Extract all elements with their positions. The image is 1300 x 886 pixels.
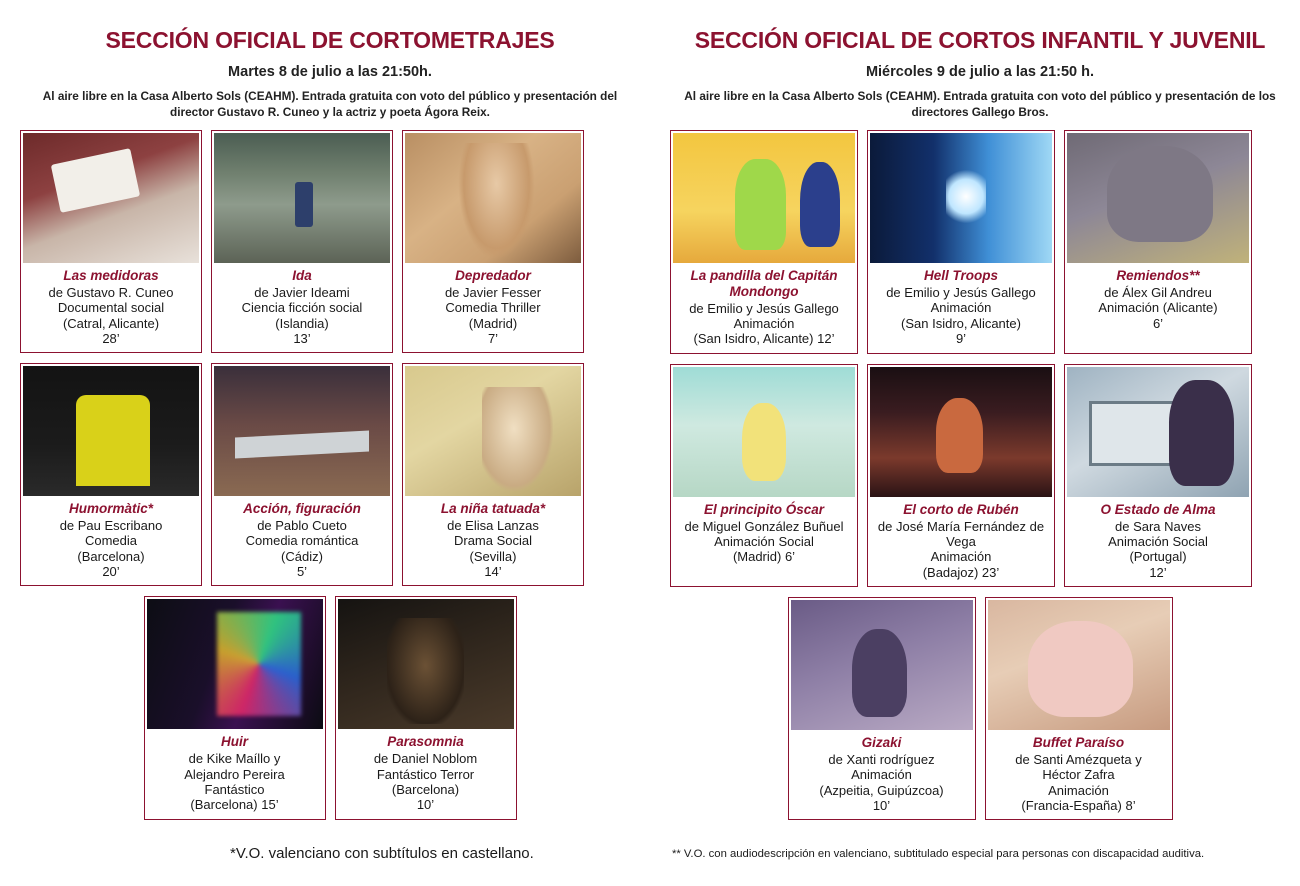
film-duration: (Badajoz) 23’ [922,564,1000,580]
film-duration: 12’ [1149,564,1167,580]
film-title: La pandilla del Capitán Mondongo [690,267,838,299]
film-title: Parasomnia [387,734,464,750]
film-line: de Sara Naves [1115,518,1201,534]
film-thumbnail [1067,133,1249,263]
film-caption [214,496,390,581]
film-line: Drama Social [453,533,533,549]
film-duration: 9’ [955,330,967,346]
film-thumbnail [405,366,581,496]
film-card[interactable] [867,364,1055,587]
film-duration: 20’ [102,564,120,580]
film-line: (Sevilla) [469,548,517,564]
film-line: Animación [930,549,992,565]
film-title: El corto de Rubén [903,501,1019,517]
film-thumbnail [338,599,514,729]
film-duration: (San Isidro, Alicante) 12’ [693,331,835,347]
film-thumbnail [673,133,855,263]
film-caption [405,496,581,581]
film-line: de Javier Fesser [444,284,542,300]
film-thumbnail [673,367,855,497]
film-thumbnail [988,600,1170,730]
film-card[interactable] [20,363,202,586]
film-row [670,597,1290,820]
film-line: de Daniel Noblom [373,751,478,767]
film-line: (Portugal) [1129,549,1187,565]
film-card[interactable] [1064,130,1252,354]
film-line: Animación [930,300,992,316]
film-title: Buffet Paraíso [1032,735,1125,751]
film-title: Remiendos** [1116,267,1200,283]
film-thumbnail [214,366,390,496]
film-duration: 13’ [293,330,311,346]
film-line: (Barcelona) [77,548,145,564]
film-title: La niña tatuada* [440,501,546,517]
film-caption [988,730,1170,815]
film-card[interactable] [1064,364,1252,587]
film-card[interactable] [402,130,584,353]
film-line: (San Isidro, Alicante) [901,315,1021,331]
film-line: Animación [733,316,795,332]
film-line: Alejandro Pereira [184,766,285,782]
film-caption [23,496,199,581]
film-line: Animación (Alicante) [1098,300,1218,316]
film-thumbnail [1067,367,1249,497]
film-row [670,130,1290,354]
film-line: de Elisa Lanzas [447,518,539,534]
film-row [20,363,640,586]
film-duration: 10’ [872,797,891,813]
film-line: de Pau Escribano [59,518,163,534]
film-thumbnail [214,133,390,263]
film-caption [405,263,581,348]
section-title-left: SECCIÓN OFICIAL DE CORTOMETRAJES [105,27,555,53]
film-line: Fantástico [204,782,265,797]
film-thumbnail [870,367,1052,497]
film-thumbnail [23,366,199,496]
film-grid-right [670,130,1290,820]
film-thumbnail [405,133,581,263]
film-title: Humormàtic* [68,501,154,517]
section-infantil-juvenil [670,0,1290,820]
film-title: Las medidoras [63,267,159,283]
film-line: (Barcelona) [391,782,460,797]
film-line: Comedia romántica [245,533,359,549]
film-line: (Azpeitia, Guipúzcoa) [819,782,944,798]
film-line: Comedia Thriller [445,300,541,316]
film-line: (Cádiz) [281,548,323,564]
film-thumbnail [870,133,1052,263]
film-duration: (Madrid) 6’ [732,549,796,565]
film-line: de Miguel González Buñuel [684,518,844,534]
film-card[interactable] [144,596,326,819]
section-date-left: Martes 8 de julio a las 21:50h. [228,64,432,81]
film-caption [214,263,390,348]
section-note-left: Al aire libre en la Casa Alberto Sols (CEAHM). Entrada gratuita con voto del público y presentación del director Gustavo R. Cuneo y la actriz y poeta Ágora Reix. [42,89,618,119]
film-line: de Javier Ideami [254,284,350,300]
film-line: de Xanti rodríguez [828,751,935,767]
film-line: de Álex Gil Andreu [1104,284,1212,300]
film-line: Animación Social [1108,534,1208,550]
footnote-left: *V.O. valenciano con subtítulos en castellano. [230,845,534,862]
film-line: Comedia [84,533,138,549]
film-caption [1067,263,1249,333]
film-caption [338,729,514,814]
film-line: Animación Social [714,534,814,550]
section-title-right: SECCIÓN OFICIAL DE CORTOS INFANTIL Y JUVENIL [694,27,1266,53]
film-caption [23,263,199,348]
film-duration: 10’ [416,797,435,813]
film-card[interactable] [867,130,1055,354]
film-card[interactable] [335,596,517,819]
film-caption [147,729,323,814]
film-line: de Santi Amézqueta y [1015,751,1142,767]
film-title: El principito Óscar [703,501,825,517]
film-duration: (Barcelona) 15’ [190,797,279,813]
film-duration: 6’ [1152,315,1164,331]
film-line: Documental social [57,300,165,316]
film-line: Animación [1048,782,1109,798]
film-thumbnail [23,133,199,263]
film-title: Depredador [455,267,531,283]
section-note-right: Al aire libre en la Casa Alberto Sols (CEAHM). Entrada gratuita con voto del público y presentación de los directores Gallego Bros. [684,89,1276,119]
film-title: Acción, figuración [243,501,361,517]
film-line: Ciencia ficción social [241,300,363,316]
film-title: Ida [292,267,312,283]
film-title: Hell Troops [923,267,998,283]
film-card[interactable] [20,130,202,353]
film-caption [673,497,855,567]
film-title: Huir [221,734,248,750]
film-title: O Estado de Alma [1100,501,1216,517]
film-line: (Islandia) [275,315,329,331]
film-thumbnail [147,599,323,729]
film-row [20,130,640,353]
film-duration: 28’ [102,330,120,346]
film-line: (Madrid) [468,315,518,331]
film-row [20,596,640,819]
film-grid-left [20,130,640,820]
section-date-right: Miércoles 9 de julio a las 21:50 h. [865,64,1095,81]
film-line: Fantástico Terror [376,766,475,782]
film-thumbnail [791,600,973,730]
film-card[interactable] [211,363,393,586]
film-card[interactable] [670,364,858,587]
film-card[interactable] [402,363,584,586]
film-caption [870,263,1052,348]
film-caption [1067,497,1249,582]
film-card[interactable] [985,597,1173,820]
section-cortometrajes [20,0,640,820]
film-card[interactable] [788,597,976,820]
film-line: de Gustavo R. Cuneo [48,284,174,300]
film-duration: 7’ [487,330,499,346]
film-caption [870,497,1052,582]
film-line: (Catral, Alicante) [62,315,160,331]
film-card[interactable] [211,130,393,353]
film-line: de Emilio y Jesús Gallego [689,300,839,316]
footnote-right: ** V.O. con audiodescripción en valenciano, subtitulado especial para personas con discapacidad auditiva. [672,848,1205,860]
film-line: de Pablo Cueto [257,518,347,534]
film-duration: 5’ [296,564,308,580]
film-caption [791,730,973,815]
film-line: de Emilio y Jesús Gallego [886,284,1036,300]
film-line: Héctor Zafra [1042,767,1115,783]
film-line: de José María Fernández de Vega [877,518,1045,550]
film-caption [673,263,855,349]
film-row [670,364,1290,587]
film-line: Animación [851,767,912,783]
film-card[interactable] [670,130,858,354]
film-title: Gizaki [861,735,902,751]
film-line: de Kike Maíllo y [188,751,281,767]
film-duration: (Francia-España) 8’ [1021,797,1136,813]
film-duration: 14’ [484,564,502,580]
